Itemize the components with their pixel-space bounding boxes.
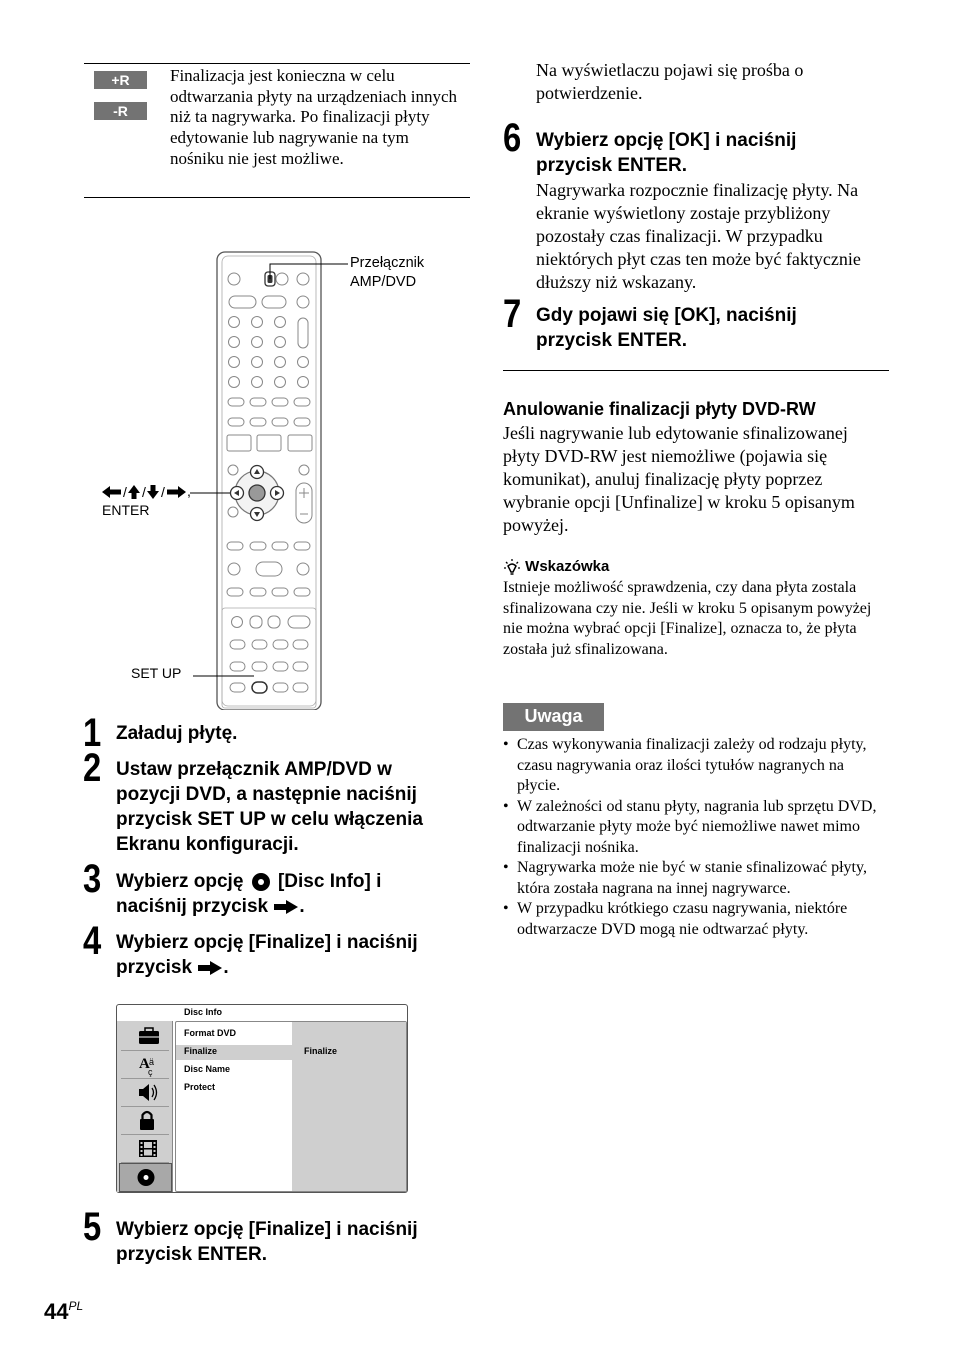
step-1-text: Załaduj płytę. <box>116 723 238 744</box>
notes-list <box>503 735 888 940</box>
step-7-text: Gdy pojawi się [OK], naciśnij przycisk ENTER. <box>536 305 797 351</box>
page-number <box>44 1299 83 1325</box>
remote-control-illustration <box>90 248 470 710</box>
svg-text:/: / <box>161 484 165 501</box>
list-item: • Czas wykonywania finalizacji zależy od rodzaju płyty, czasu nagrywania oraz ilości tytułów nagranych na płycie. <box>503 735 888 797</box>
osd-title: Disc Info <box>184 1007 223 1017</box>
step-3-text: Wybierz opcję [Disc Info] i naciśnij przycisk . <box>116 871 382 917</box>
label-set-up: SET UP <box>131 665 182 681</box>
step-3-text-b: [Disc Info] i <box>277 871 382 892</box>
step-6-body: Nagrywarka rozpocznie finalizację płyty. Na ekranie wyświetlony zostaje przybliżony pozostały czas finalizacji. W przypadku niektórych płyt czas ten może być faktycznie dłuższy niż wskazany. <box>536 180 861 292</box>
osd-icon-tab <box>121 1135 169 1163</box>
step-3-text-a: Wybierz opcję <box>116 871 244 892</box>
top-table-rule-top <box>84 63 470 64</box>
step-6-number: 6 <box>503 116 522 160</box>
top-note-text: Finalizacja jest konieczna w celu odtwarzania płyty na urządzeniach innych niż ta nagrywarka. Po finalizacji płyty edytowanie lub nagrywanie na tym nośniku nie jest możliwe. <box>170 66 457 168</box>
cancel-section-heading: Anulowanie finalizacji płyty DVD-RW <box>503 399 816 419</box>
language-icon <box>121 1051 169 1078</box>
step-4-number: 4 <box>83 919 102 963</box>
step-2-text: Ustaw przełącznik AMP/DVD w pozycji DVD, a następnie naciśnij przycisk SET UP w celu włączenia Ekranu konfiguracji. <box>116 759 423 855</box>
disc-icon <box>120 1164 171 1191</box>
osd-icon-tab <box>121 1079 169 1107</box>
page-number-suffix: PL <box>68 1299 84 1313</box>
svg-text:A: A <box>139 1056 150 1072</box>
toolbox-icon <box>121 1024 169 1050</box>
arrow-keys-icon <box>101 484 187 500</box>
tip-text: Istnieje możliwość sprawdzenia, czy dana płyta zostala sfinalizowana czy nie. Jeśli w kroku 5 opisanym powyżej nie można wybrać opcji [Finalize], oznacza to, że płyta została już sfinalizowana. <box>503 579 872 658</box>
speaker-icon <box>121 1079 169 1106</box>
note-heading-badge: Uwaga <box>503 703 604 731</box>
step-3-number: 3 <box>83 857 102 901</box>
svg-text:/: / <box>142 484 146 501</box>
osd-item-protect[interactable]: Protect <box>184 1082 216 1092</box>
osd-selected-value[interactable]: Finalize <box>304 1046 338 1056</box>
label-amp-dvd-switch: Przełącznik AMP/DVD <box>350 255 425 290</box>
list-item: • W przypadku krótkiego czasu nagrywania, niektóre odtwarzacze DVD mogą nie odtwarzać płyty. <box>503 899 888 940</box>
step-7-number: 7 <box>503 292 522 336</box>
svg-text:/: / <box>123 484 127 501</box>
step-1-number: 1 <box>83 711 102 755</box>
top-table-rule-bottom <box>84 197 470 198</box>
osd-icon-tab <box>121 1107 169 1135</box>
step-2-number: 2 <box>83 746 102 790</box>
lock-icon <box>121 1107 169 1134</box>
label-arrows <box>101 482 191 501</box>
label-arrows-comma: , <box>187 483 191 499</box>
osd-screen <box>116 1004 408 1193</box>
tip-heading: Wskazówka <box>525 558 610 575</box>
tip-heading-row <box>503 557 609 577</box>
osd-item-finalize[interactable]: Finalize <box>184 1046 218 1056</box>
step-4-text-a: Wybierz opcję [Finalize] i naciśnij <box>116 932 418 953</box>
step-5-text: Wybierz opcję [Finalize] i naciśnij przycisk ENTER. <box>116 1219 418 1265</box>
badge-plus-r: +R <box>94 71 147 89</box>
list-item: • Nagrywarka może nie być w stanie sfinalizować płyty, która została nagrana na innej nagrywarce. <box>503 858 888 899</box>
label-enter: ENTER <box>102 502 150 518</box>
film-icon <box>121 1135 169 1162</box>
step-4-text: Wybierz opcję [Finalize] i naciśnij przycisk . <box>116 932 418 978</box>
step-6-heading: Wybierz opcję [OK] i naciśnij przycisk ENTER. <box>536 130 797 176</box>
cancel-section-text: Jeśli nagrywanie lub edytowanie sfinalizowanej płyty DVD-RW jest niemożliwe (pojawia się komunikat), anuluj finalizację płyty poprzez wybranie opcji [Unfinalize] w kroku 5 opisanym powyżej. <box>503 423 855 535</box>
osd-icon-tab <box>121 1024 169 1051</box>
right-arrow-icon <box>273 899 299 915</box>
confirmation-text: Na wyświetlaczu pojawi się prośba o potwierdzenie. <box>536 60 804 103</box>
lightbulb-icon <box>503 558 521 576</box>
osd-item-format-dvd[interactable]: Format DVD <box>184 1028 237 1038</box>
osd-item-disc-name[interactable]: Disc Name <box>184 1064 231 1074</box>
page-number-value: 44 <box>44 1299 69 1324</box>
right-arrow-icon <box>197 960 223 976</box>
osd-icon-tab <box>121 1051 169 1079</box>
osd-icon-tab-selected <box>119 1163 172 1192</box>
list-item: • W zależności od stanu płyty, nagrania lub sprzętu DVD, odtwarzanie płyty może być niemożliwe nawet mimo finalizacji nośnika. <box>503 797 888 859</box>
badge-minus-r: -R <box>94 102 147 120</box>
step-3-text-c: naciśnij przycisk <box>116 896 269 917</box>
svg-text:ä: ä <box>149 1057 155 1067</box>
step-4-text-b: przycisk <box>116 957 193 978</box>
section-divider <box>503 370 889 371</box>
disc-icon <box>251 872 271 892</box>
step-5-number: 5 <box>83 1205 102 1249</box>
svg-text:ç: ç <box>148 1067 153 1077</box>
